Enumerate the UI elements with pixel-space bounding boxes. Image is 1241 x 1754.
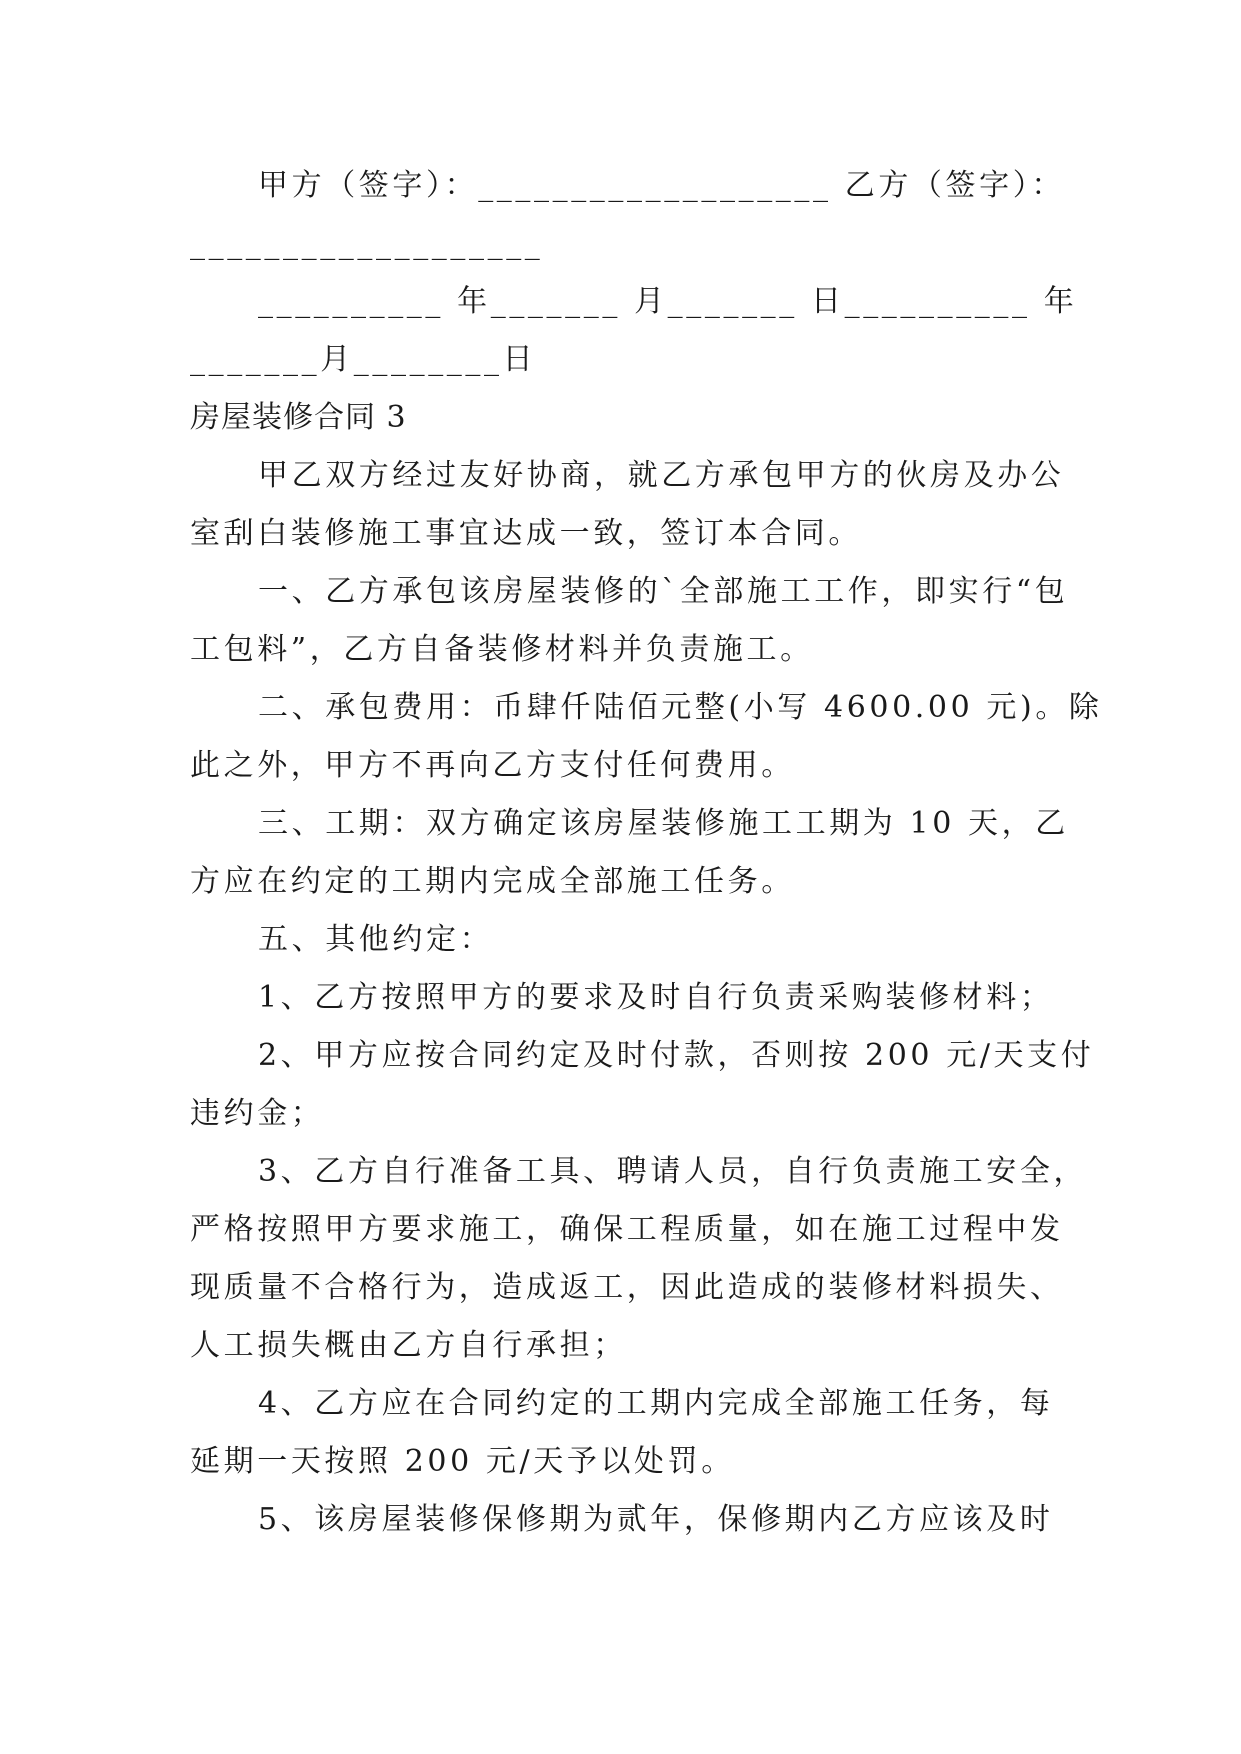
body-line: 人工损失概由乙方自行承担； (190, 1328, 627, 1363)
body-line: 一、乙方承包该房屋装修的`全部施工工作，即实行“包 (258, 574, 1069, 609)
body-line: 方应在约定的工期内完成全部施工任务。 (190, 864, 795, 899)
body-line: 严格按照甲方要求施工，确保工程质量，如在施工过程中发 (190, 1212, 1064, 1247)
signature-line: 甲方（签字）：___________________ 乙方（签字）： (258, 168, 1065, 203)
body-line: 甲乙双方经过友好协商，就乙方承包甲方的伙房及办公 (258, 458, 1065, 493)
date-line: __________ 年_______ 月_______ 日__________ 年 (258, 284, 1078, 319)
body-line: 室刮白装修施工事宜达成一致，签订本合同。 (190, 516, 862, 551)
body-line: 3、乙方自行准备工具、聘请人员，自行负责施工安全， (258, 1154, 1088, 1189)
body-line: 现质量不合格行为，造成返工，因此造成的装修材料损失、 (190, 1270, 1064, 1305)
body-line: 1、乙方按照甲方的要求及时自行负责采购装修材料； (258, 980, 1054, 1015)
body-line: 此之外，甲方不再向乙方支付任何费用。 (190, 748, 795, 783)
body-line: 2、甲方应按合同约定及时付款，否则按 200 元/天支付 (258, 1038, 1095, 1073)
body-line: 三、工期：双方确定该房屋装修施工工期为 10 天，乙 (258, 806, 1069, 841)
body-line: 违约金； (190, 1096, 325, 1131)
body-line: 二、承包费用：币肆仟陆佰元整(小写 4600.00 元)。除 (258, 690, 1103, 725)
body-line: 延期一天按照 200 元/天予以处罚。 (190, 1444, 735, 1479)
signature-blank: ___________________ (190, 226, 544, 261)
date-line-continued: _______月________日 (190, 342, 537, 377)
body-line: 4、乙方应在合同约定的工期内完成全部施工任务，每 (258, 1386, 1054, 1421)
body-line: 五、其他约定： (258, 922, 494, 957)
section-title: 房屋装修合同 3 (190, 400, 407, 435)
body-line: 5、该房屋装修保修期为贰年，保修期内乙方应该及时 (258, 1502, 1054, 1537)
body-line: 工包料”，乙方自备装修材料并负责施工。 (190, 632, 814, 667)
